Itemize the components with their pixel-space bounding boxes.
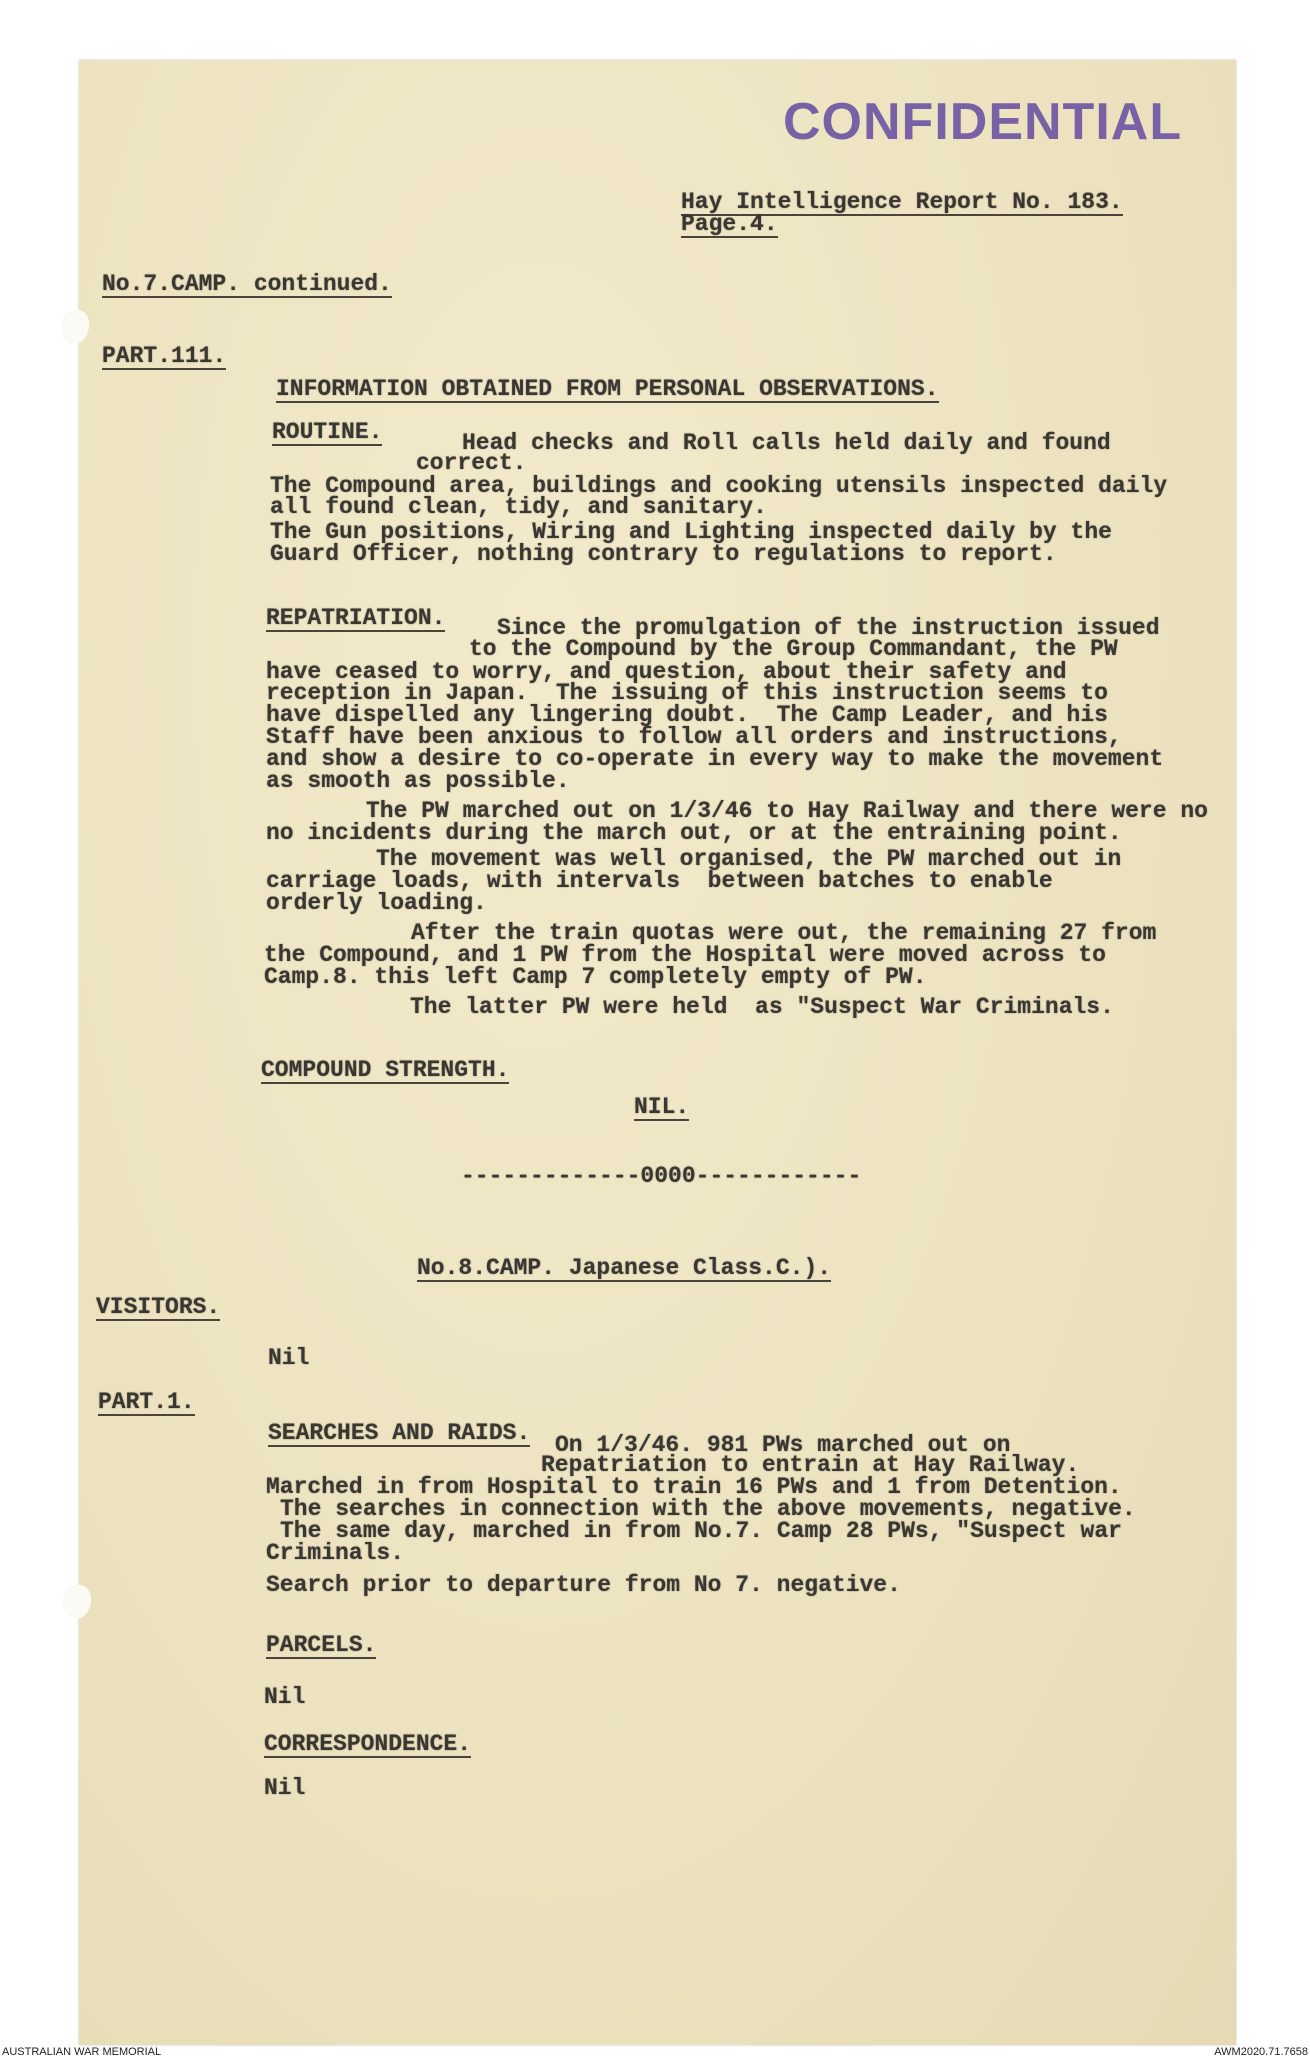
correspondence-value: Nil: [264, 1775, 306, 1801]
page-number: Page.4.: [681, 211, 778, 237]
repatriation-line: no incidents during the march out, or at the entraining point.: [266, 820, 1122, 846]
compound-strength-value: NIL.: [634, 1094, 690, 1120]
repatriation-line: After the train quotas were out, the remaining 27 from: [411, 920, 1157, 946]
repatriation-line: orderly loading.: [266, 890, 487, 916]
parcels-label: PARCELS.: [266, 1632, 377, 1658]
routine-line: Guard Officer, nothing contrary to regulations to report.: [270, 541, 1057, 567]
repatriation-line: to the Compound by the Group Commandant, the PW: [469, 636, 1118, 662]
repatriation-line: reception in Japan. The issuing of this instruction seems to: [266, 680, 1108, 706]
routine-label: ROUTINE.: [272, 419, 383, 445]
repatriation-line: have dispelled any lingering doubt. The Camp Leader, and his: [266, 702, 1108, 728]
repatriation-line: Camp.8. this left Camp 7 completely empty of PW.: [264, 964, 927, 990]
repatriation-line: Staff have been anxious to follow all orders and instructions,: [266, 724, 1122, 750]
searches-raids-label: SEARCHES AND RAIDS.: [268, 1420, 531, 1446]
footer-accession: AWM2020.71.7658: [1214, 2046, 1308, 2058]
camp7-heading: No.7.CAMP. continued.: [102, 271, 392, 297]
repatriation-line: The latter PW were held as "Suspect War Criminals.: [410, 994, 1114, 1020]
routine-line: The Gun positions, Wiring and Lighting inspected daily by the: [270, 519, 1112, 545]
punch-hole-bottom: [63, 1585, 91, 1619]
repatriation-line: carriage loads, with intervals between batches to enable: [266, 868, 1053, 894]
searches-line: The searches in connection with the above movements, negative.: [280, 1496, 1136, 1522]
repatriation-line: Since the promulgation of the instruction issued: [497, 615, 1160, 641]
repatriation-label: REPATRIATION.: [266, 605, 446, 631]
searches-line: Repatriation to entrain at Hay Railway.: [541, 1452, 1080, 1478]
routine-line: correct.: [416, 450, 527, 476]
repatriation-line: have ceased to worry, and question, about their safety and: [266, 659, 1067, 685]
repatriation-line: and show a desire to co-operate in every way to make the movement: [266, 746, 1164, 772]
searches-line: Search prior to departure from No 7. negative.: [266, 1572, 901, 1598]
document-page: [79, 60, 1236, 2045]
repatriation-line: The movement was well organised, the PW marched out in: [376, 846, 1122, 872]
confidential-stamp: CONFIDENTIAL: [783, 93, 1183, 151]
searches-line: On 1/3/46. 981 PWs marched out on: [555, 1432, 1011, 1458]
camp8-heading: No.8.CAMP. Japanese Class.C.).: [417, 1255, 832, 1281]
footer-source: AUSTRALIAN WAR MEMORIAL: [2, 2046, 162, 2058]
visitors-label: VISITORS.: [96, 1294, 221, 1320]
routine-line: all found clean, tidy, and sanitary.: [270, 494, 767, 520]
report-title: Hay Intelligence Report No. 183.: [681, 189, 1123, 215]
repatriation-line: the Compound, and 1 PW from the Hospital were moved across to: [264, 942, 1106, 968]
camp8-part-heading: PART.1.: [98, 1389, 195, 1415]
compound-strength-label: COMPOUND STRENGTH.: [261, 1057, 510, 1083]
visitors-value: Nil: [268, 1345, 310, 1371]
punch-hole-top: [61, 310, 89, 344]
correspondence-label: CORRESPONDENCE.: [264, 1731, 472, 1757]
parcels-value: Nil: [264, 1684, 306, 1710]
searches-line: The same day, marched in from No.7. Camp 28 PWs, "Suspect war: [280, 1518, 1122, 1544]
routine-line: Head checks and Roll calls held daily and found: [462, 430, 1111, 456]
section-divider: -------------0000------------: [461, 1163, 862, 1189]
camp7-section-heading: INFORMATION OBTAINED FROM PERSONAL OBSERVATIONS.: [276, 376, 939, 402]
repatriation-line: as smooth as possible.: [266, 768, 570, 794]
routine-line: The Compound area, buildings and cooking utensils inspected daily: [270, 473, 1168, 499]
repatriation-line: The PW marched out on 1/3/46 to Hay Railway and there were no: [366, 798, 1208, 824]
camp7-part-heading: PART.111.: [102, 343, 227, 369]
searches-line: Criminals.: [266, 1540, 405, 1566]
searches-line: Marched in from Hospital to train 16 PWs and 1 from Detention.: [266, 1474, 1122, 1500]
